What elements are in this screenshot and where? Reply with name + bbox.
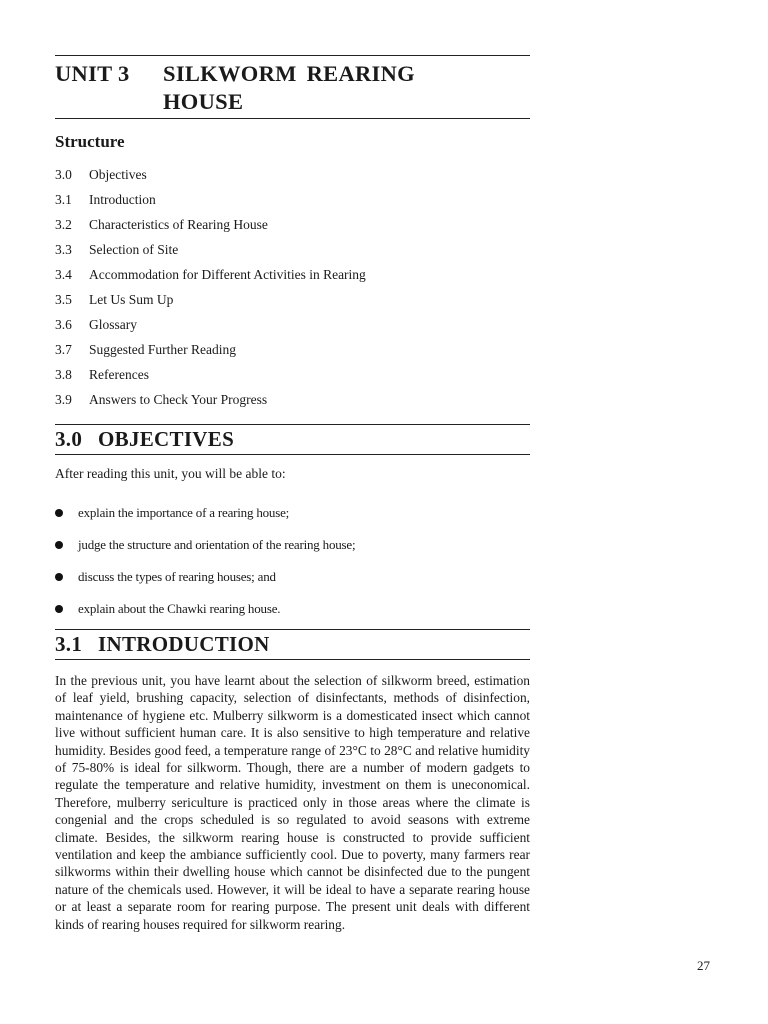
unit-header <box>55 55 530 119</box>
objective-item <box>55 561 355 593</box>
unit-name <box>163 60 463 116</box>
toc-number: 3.6 <box>55 317 72 332</box>
toc-number: 3.1 <box>55 192 72 207</box>
toc-number: 3.7 <box>55 342 72 357</box>
toc-item <box>55 265 366 290</box>
toc-item <box>55 190 366 215</box>
toc-label: Glossary <box>89 317 137 332</box>
objectives-list <box>55 497 355 625</box>
toc-number: 3.4 <box>55 267 72 282</box>
structure-heading: Structure <box>55 132 125 151</box>
objective-text: discuss the types of rearing houses; and <box>78 569 276 584</box>
objectives-intro: After reading this unit, you will be able to: <box>55 466 286 481</box>
objective-text: judge the structure and orientation of the rearing house; <box>78 537 356 552</box>
toc-label: Introduction <box>89 192 156 207</box>
toc-label: Objectives <box>89 167 147 182</box>
introduction-paragraph: In the previous unit, you have learnt about the selection of silkworm breed, estimation of leaf yield, brushing capacity, selection of disinfectants, methods of disinfection, maintenance of hygiene etc. Mulberry silkworm is a domesticated insect which cannot live without sufficient human care. It is also sensitive to high temperature and relative humidity. Besides good feed, a temperature range of 23°C to 28°C and relative humidity of 75-80% is ideal for silkworm. Though, there are a number of modern gadgets to regulate the temperature and relative humidity, investment on them is uneconomical. Therefore, mulberry sericulture is practiced only in those areas where the climate is congenial and the crops scheduled is so regulated to avoid seasons with extreme climate. Besides, the silkworm rearing house is constructed to provide sufficient ventilation and keep the ambiance sufficiently cool. Due to poverty, many farmers rear silkworms within their dwelling house which cannot be disinfected due to the pungent nature of the chemicals used. However, it will be ideal to have a separate rearing house or at least a separate room for rearing purpose. The present unit deals with different kinds of rearing houses required for silkworm rearing. <box>55 673 530 932</box>
section-heading <box>55 630 530 659</box>
page-number: 27 <box>697 958 710 973</box>
toc-number: 3.0 <box>55 167 72 182</box>
section-bottom-rule <box>55 454 530 455</box>
section-title: INTRODUCTION <box>98 632 270 656</box>
toc-label: Suggested Further Reading <box>89 342 236 357</box>
objectives-section-header <box>55 424 530 455</box>
toc-number: 3.8 <box>55 367 72 382</box>
objective-item <box>55 593 355 625</box>
section-number: 3.1 <box>55 632 83 656</box>
toc-number: 3.9 <box>55 392 72 407</box>
section-heading <box>55 425 530 454</box>
toc-item <box>55 240 366 265</box>
toc-number: 3.5 <box>55 292 72 307</box>
toc-item <box>55 215 366 240</box>
unit-title-line2: HOUSE <box>163 89 244 114</box>
unit-number: UNIT 3 <box>55 61 130 86</box>
bullet-icon <box>55 509 63 517</box>
toc-number: 3.3 <box>55 242 72 257</box>
objective-item <box>55 497 355 529</box>
toc-item <box>55 365 366 390</box>
section-number: 3.0 <box>55 427 83 451</box>
toc-label: References <box>89 367 149 382</box>
section-bottom-rule <box>55 659 530 660</box>
bullet-icon <box>55 605 63 613</box>
toc-item <box>55 340 366 365</box>
toc-label: Accommodation for Different Activities in Rearing <box>89 267 366 282</box>
toc-item <box>55 290 366 315</box>
toc-label: Characteristics of Rearing House <box>89 217 268 232</box>
objective-text: explain about the Chawki rearing house. <box>78 601 281 616</box>
toc-label: Let Us Sum Up <box>89 292 174 307</box>
objective-text: explain the importance of a rearing house; <box>78 505 290 520</box>
toc-item <box>55 165 366 190</box>
toc-label: Selection of Site <box>89 242 179 257</box>
bullet-icon <box>55 573 63 581</box>
toc-label: Answers to Check Your Progress <box>89 392 268 407</box>
unit-title <box>55 56 530 118</box>
bottom-rule <box>55 118 530 119</box>
introduction-section-header <box>55 629 530 660</box>
section-title: OBJECTIVES <box>98 427 235 451</box>
objective-item <box>55 529 355 561</box>
bullet-icon <box>55 541 63 549</box>
toc-number: 3.2 <box>55 217 72 232</box>
unit-title-line1: SILKWORM REARING <box>163 61 415 86</box>
structure-list <box>55 165 366 415</box>
toc-item <box>55 390 366 415</box>
toc-item <box>55 315 366 340</box>
